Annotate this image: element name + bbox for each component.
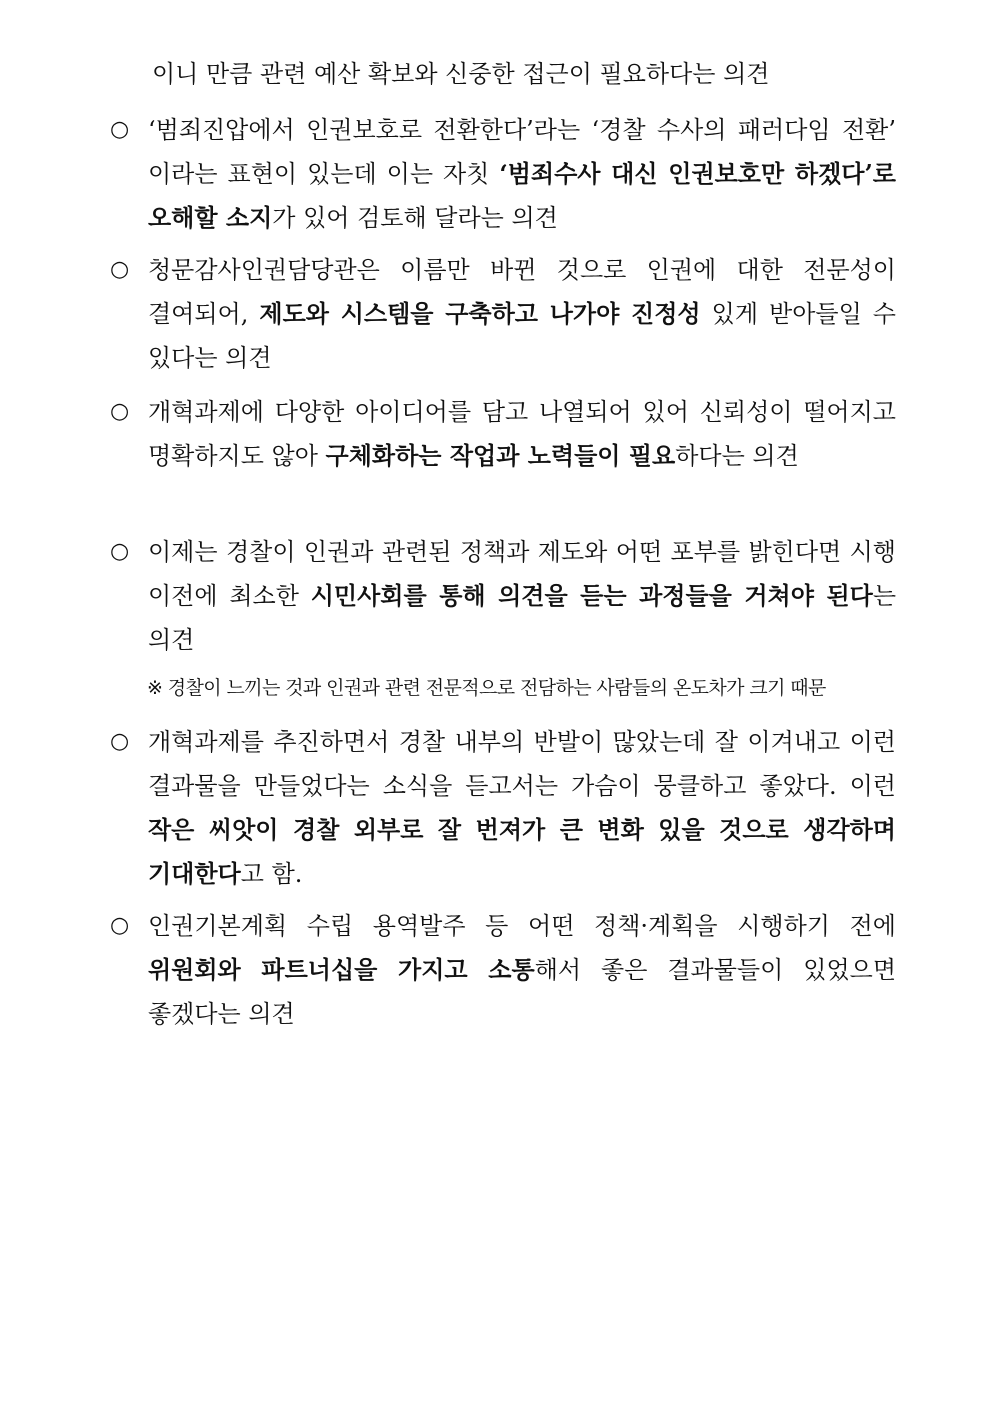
opinion-text-bold: ‘범죄수사 대신 인권보호만 하겠다’로 오해할 소지 [148, 159, 896, 232]
opinion-text-plain: 개혁과제를 추진하면서 경찰 내부의 반발이 많았는데 잘 이겨내고 이런 결과물을 만들었다는 소식을 듣고서는 가슴이 뭉클하고 좋았다. 이런 [148, 728, 896, 800]
opinion-text-plain: 이제는 경찰이 인권과 관련된 정책과 제도와 어떤 포부를 밝힌다면 시행 이전에 최소한 [148, 538, 896, 610]
opinion-item-3 [110, 390, 898, 478]
bullet-circle-icon: ○ [110, 117, 130, 142]
opinion-text-plain: 인권기본계획 수립 용역발주 등 어떤 정책·계획을 시행하기 전에 [148, 912, 896, 940]
bullet-circle-icon: ○ [110, 399, 130, 424]
opinion-text-bold: 위원회와 파트너십을 가지고 소통 [148, 955, 535, 984]
continuation-line: 이니 만큼 관련 예산 확보와 신중한 접근이 필요하다는 의견 [152, 60, 770, 88]
opinion-text [148, 720, 896, 896]
opinion-text-plain: 는 의견 [148, 582, 896, 654]
opinion-item-1 [110, 108, 898, 240]
opinion-text-bold: 시민사회를 통해 의견을 듣는 과정들을 거쳐야 된다 [310, 581, 873, 610]
opinion-text-bold: 작은 씨앗이 경찰 외부로 잘 번져가 큰 변화 있을 것으로 생각하며 기대한다 [148, 815, 896, 888]
footnote-remark: ※ 경찰이 느끼는 것과 인권과 관련 전문적으로 전담하는 사람들의 온도차가 크기 때문 [147, 677, 826, 699]
opinion-text-plain: 개혁과제에 다양한 아이디어를 담고 나열되어 있어 신뢰성이 떨어지고 명확하지도 않아 [148, 398, 896, 470]
opinion-item-6 [110, 904, 898, 1036]
opinion-text [148, 108, 896, 240]
bullet-circle-icon: ○ [110, 539, 130, 564]
opinion-text-plain: 하다는 의견 [675, 442, 799, 470]
opinion-item-5 [110, 720, 898, 896]
opinion-text [148, 904, 896, 1036]
opinion-text [148, 248, 896, 380]
opinion-text [148, 530, 896, 662]
bullet-circle-icon: ○ [110, 729, 130, 754]
bullet-circle-icon: ○ [110, 257, 130, 282]
opinion-text [148, 390, 896, 478]
opinion-text-plain: ‘범죄진압에서 인권보호로 전환한다’라는 ‘경찰 수사의 패러다임 전환’ 이라는 표현이 있는데 이는 자칫 [148, 116, 896, 188]
opinion-text-plain: 있게 받아들일 수 있다는 의견 [148, 300, 896, 372]
opinion-text-bold: 구체화하는 작업과 노력들이 필요 [325, 441, 676, 470]
opinion-text-plain: 가 있어 검토해 달라는 의견 [272, 204, 558, 232]
opinion-item-4 [110, 530, 898, 662]
opinion-text-plain: 청문감사인권담당관은 이름만 바뀐 것으로 인권에 대한 전문성이 결여되어, [148, 256, 896, 328]
opinion-text-plain: 고 함. [240, 860, 303, 888]
opinion-item-2 [110, 248, 898, 380]
bullet-circle-icon: ○ [110, 913, 130, 938]
opinion-text-plain: 해서 좋은 결과물들이 있었으면 좋겠다는 의견 [148, 956, 896, 1028]
opinion-text-bold: 제도와 시스템을 구축하고 나가야 진정성 [259, 299, 701, 328]
